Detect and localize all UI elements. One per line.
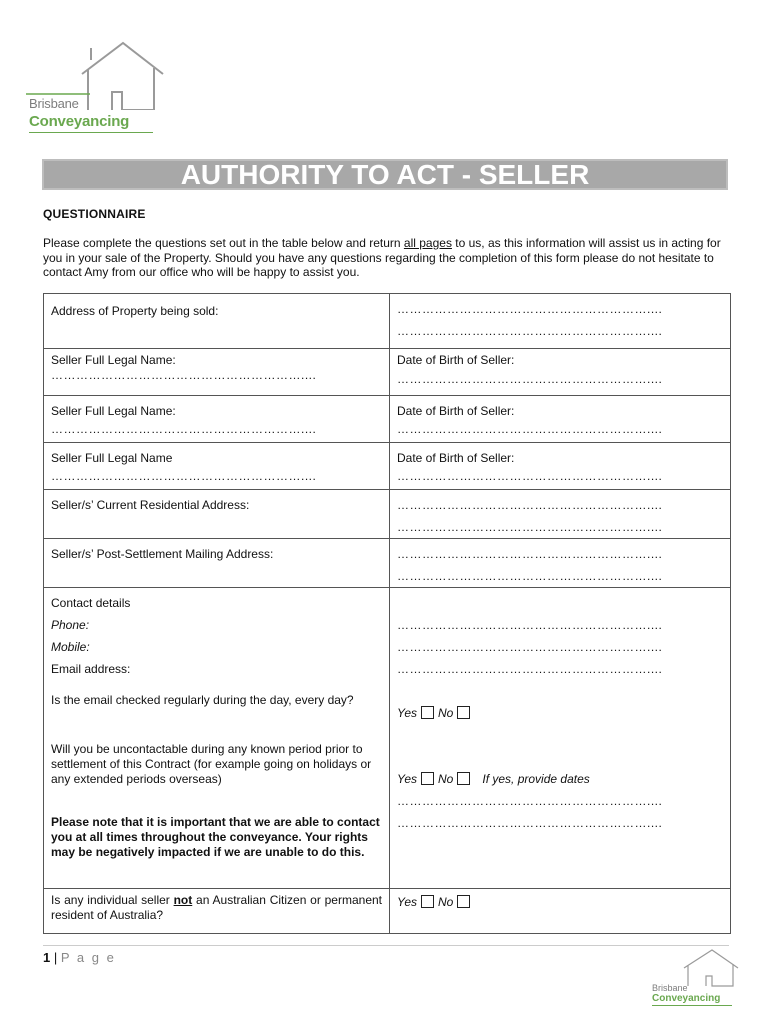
footer-logo-line1: Brisbane [652,983,688,993]
table-row [44,539,731,588]
footer-logo-underline [652,1005,732,1006]
seller-name-field[interactable]: …………………………………………………….... [51,469,317,483]
dates-field[interactable]: …………………………………………………….... [397,816,663,830]
yes-checkbox[interactable] [421,772,434,785]
intro-underlined: all pages [403,236,452,250]
footer-divider [43,945,729,946]
logo-underline [29,132,153,133]
address-label: Address of Property being sold: [51,304,219,318]
seller-name-label: Seller Full Legal Name [51,451,173,465]
residential-address-field[interactable]: …………………………………………………….... [397,498,663,512]
table-row [44,294,731,349]
citizen-options [397,891,723,913]
mailing-address-field[interactable]: …………………………………………………….... [397,547,663,561]
dob-label: Date of Birth of Seller: [397,404,515,418]
contact-details-label: Contact details [51,596,131,610]
no-checkbox[interactable] [457,772,470,785]
yes-checkbox[interactable] [421,895,434,908]
phone-label: Phone: [51,618,90,632]
logo-brand-line1: Brisbane [29,96,79,111]
footer-logo-line2: Conveyancing [652,993,721,1004]
seller-name-field[interactable]: …………………………………………………….... [51,368,317,382]
no-label: No [438,895,454,909]
page-title: AUTHORITY TO ACT - SELLER [42,159,728,190]
footer-logo [650,948,740,1008]
questionnaire-table [43,293,731,934]
mobile-label: Mobile: [51,640,90,654]
uncontactable-question: Will you be uncontactable during any known period prior to settlement of this Contract (for example going on holidays or any extended periods overseas) [51,742,372,786]
mailing-address-label: Seller/s’ Post-Settlement Mailing Address: [51,547,274,561]
dob-label: Date of Birth of Seller: [397,353,515,367]
email-label: Email address: [51,662,131,676]
table-row [44,396,731,443]
email-checked-question: Is the email checked regularly during the day, every day? [51,693,354,707]
dates-field[interactable]: …………………………………………………….... [397,794,663,808]
table-row [44,588,731,889]
residential-address-field[interactable]: …………………………………………………….... [397,520,663,534]
page-separator: | [50,950,61,965]
dob-field[interactable]: …………………………………………………….... [397,469,663,483]
no-checkbox[interactable] [457,706,470,719]
seller-name-field[interactable]: …………………………………………………….... [51,422,317,436]
dob-label: Date of Birth of Seller: [397,451,515,465]
yes-label: Yes [397,706,418,720]
no-label: No [438,772,454,786]
citizen-question-not: not [173,893,193,907]
page-number: 1 [43,950,51,965]
email-field[interactable]: …………………………………………………….... [397,662,663,676]
important-note: Please note that it is important that we are able to contact you at all times throughout the conveyance. Your rights may be negatively impacted if we are unable to do this. [51,815,380,859]
page-word: P a g e [60,950,116,965]
no-checkbox[interactable] [457,895,470,908]
if-yes-label: If yes, provide dates [482,772,590,786]
house-logo-icon [682,948,740,988]
table-row [44,349,731,396]
uncontactable-options [397,768,723,790]
citizen-question-text-2: an Australian Citizen or permanent resident of Australia? [51,893,383,922]
logo-brand-line2: Conveyancing [29,113,130,130]
page-footer [43,950,116,965]
residential-address-label: Seller/s’ Current Residential Address: [51,498,250,512]
address-field-line[interactable]: …………………………………………………….... [397,324,663,338]
table-row [44,889,731,934]
dob-field[interactable]: …………………………………………………….... [397,372,663,386]
yes-checkbox[interactable] [421,706,434,719]
email-checked-options [397,702,723,724]
seller-name-label: Seller Full Legal Name: [51,353,176,367]
intro-text-1: Please complete the questions set out in the table below and return [43,236,404,250]
intro-text-2: to us, as this information will assist us in acting for you in your sale of the Property. Should you have any questions regarding the completion of this form please do not hesitate to contact Amy from our office who will be happy to assist you. [43,236,721,279]
intro-paragraph [43,236,729,280]
phone-field[interactable]: …………………………………………………….... [397,618,663,632]
dob-field[interactable]: …………………………………………………….... [397,422,663,436]
mobile-field[interactable]: …………………………………………………….... [397,640,663,654]
table-row [44,490,731,539]
company-logo [26,40,166,135]
citizen-question [51,893,382,923]
mailing-address-field[interactable]: …………………………………………………….... [397,569,663,583]
address-field-line[interactable]: …………………………………………………….... [397,302,663,316]
table-row [44,443,731,490]
yes-label: Yes [397,772,418,786]
section-heading: QUESTIONNAIRE [43,207,146,221]
seller-name-label: Seller Full Legal Name: [51,404,176,418]
no-label: No [438,706,454,720]
citizen-question-text-1: Is any individual seller [51,893,174,907]
yes-label: Yes [397,895,418,909]
